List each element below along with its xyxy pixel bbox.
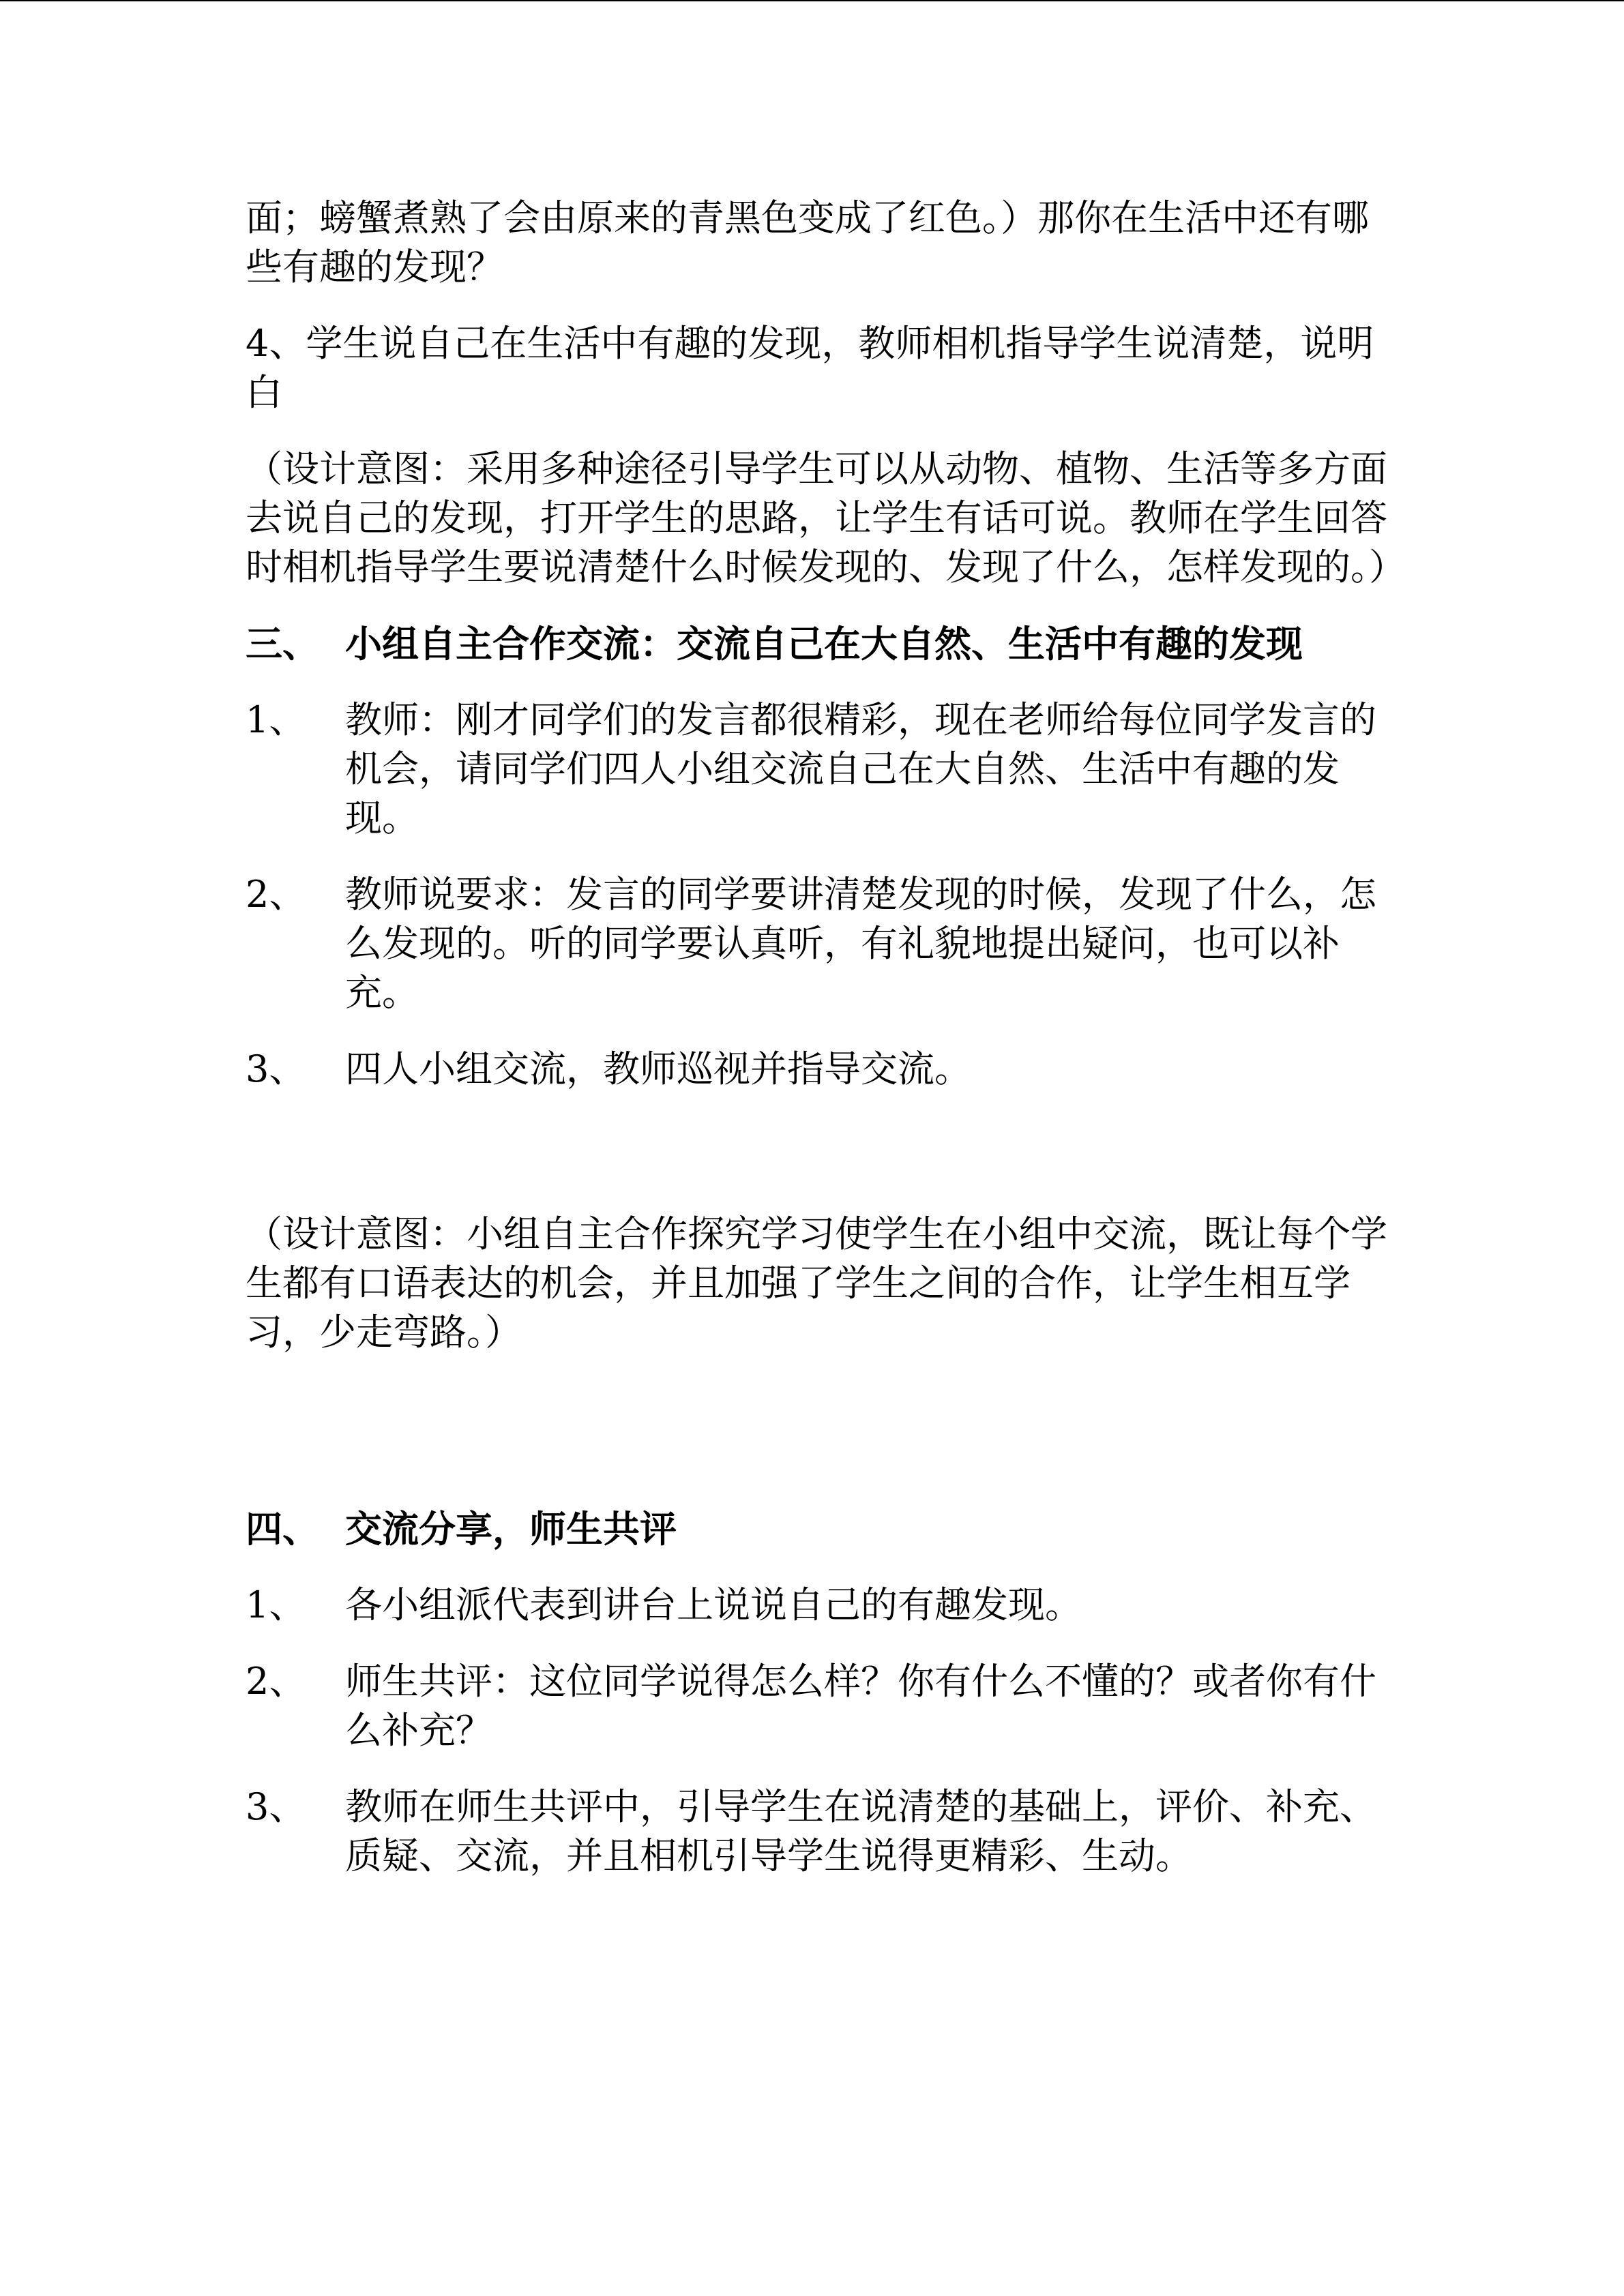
list-item <box>246 1045 1405 1094</box>
section-number: 四、 <box>246 1507 319 1551</box>
section-title: 小组自主合作交流：交流自己在大自然、生活中有趣的发现 <box>345 622 1303 666</box>
document-body <box>246 194 1405 1908</box>
list-item <box>246 1783 1405 1881</box>
list-item-number: 2、 <box>246 873 306 916</box>
list-item-text: 各小组派代表到讲台上说说自己的有趣发现。 <box>345 1583 1082 1626</box>
list-item-number: 1、 <box>246 1583 306 1626</box>
list-item-text: 教师说要求：发言的同学要讲清楚发现的时候，发现了什么，怎么发现的。听的同学要认真听，有礼貌地提出疑问，也可以补充。 <box>345 873 1376 1014</box>
section-heading-4 <box>246 1504 1405 1553</box>
list-item-number: 3、 <box>246 1047 306 1090</box>
list-item-text: 教师在师生共评中，引导学生在说清楚的基础上，评价、补充、质疑、交流，并且相机引导学生说得更精彩、生动。 <box>345 1785 1376 1877</box>
list-item-text: 四人小组交流，教师巡视并指导交流。 <box>345 1047 971 1090</box>
paragraph-intro: 面；螃蟹煮熟了会由原来的青黑色变成了红色。）那你在生活中还有哪些有趣的发现？ <box>246 196 1369 288</box>
list-item-text: 教师：刚才同学们的发言都很精彩，现在老师给每位同学发言的机会，请同学们四人小组交流自己在大自然、生活中有趣的发现。 <box>345 698 1376 839</box>
list-item-number: 3、 <box>246 1785 306 1828</box>
list-item <box>246 696 1405 843</box>
blank-space <box>246 1384 1405 1504</box>
paragraph-design-intent-2: （设计意图：小组自主合作探究学习使学生在小组中交流，既让每个学生都有口语表达的机会，并且加强了学生之间的合作，让学生相互学习，少走弯路。） <box>246 1212 1387 1354</box>
list-item <box>246 1581 1405 1630</box>
section-number: 三、 <box>246 622 319 666</box>
list-item-text: 师生共评：这位同学说得怎么样？你有什么不懂的？或者你有什么补充？ <box>345 1660 1376 1752</box>
list-item-number: 2、 <box>246 1660 306 1703</box>
section-heading-3 <box>246 619 1405 668</box>
list-item <box>246 870 1405 1017</box>
list-item-number: 1、 <box>246 698 306 741</box>
blank-space <box>246 1121 1405 1210</box>
paragraph-step-4: 4、学生说自己在生活中有趣的发现，教师相机指导学生说清楚，说明白 <box>246 322 1374 414</box>
list-item <box>246 1657 1405 1755</box>
section-title: 交流分享，师生共评 <box>345 1507 677 1551</box>
paragraph-design-intent-1: （设计意图：采用多种途径引导学生可以从动物、植物、生活等多方面去说自己的发现，打开学生的思路，让学生有话可说。教师在学生回答时相机指导学生要说清楚什么时候发现的、发现了什么，怎样发现的。） <box>246 447 1406 588</box>
